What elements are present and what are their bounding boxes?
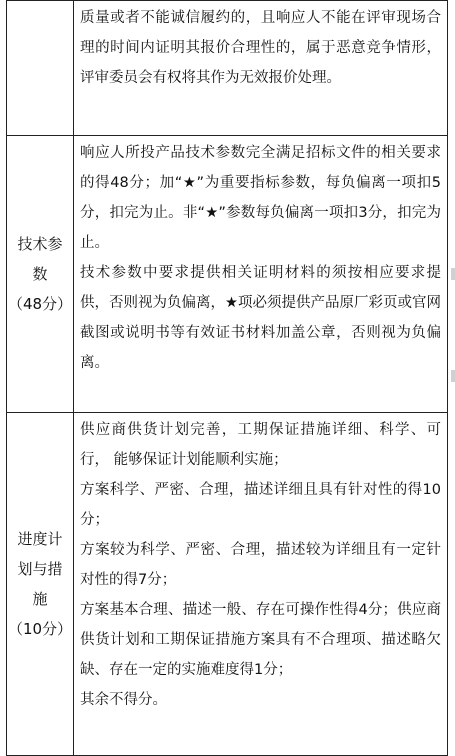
category-label-line: （48分） xyxy=(7,295,73,313)
criteria-paragraph: 响应人所投产品技术参数完全满足招标文件的相关要求的得48分；加“★”为重要指标参数，每负偏离一项扣5分，扣完为止。非“★”参数每负偏离一项扣3分，扣完为止。 xyxy=(80,145,441,251)
category-label-line: 数 xyxy=(32,265,48,283)
criteria-cell xyxy=(74,413,448,756)
criteria-paragraph: 质量或者不能诚信履约的，且响应人不能在评审现场合理的时间内证明其报价合理性的，属于恶意竞争情形，评审委员会有权将其作为无效报价处理。 xyxy=(80,10,441,86)
table-row-price-note xyxy=(7,1,448,136)
criteria-paragraph: 其余不得分。 xyxy=(80,692,167,708)
category-cell-empty xyxy=(7,1,74,136)
category-label-line: 进度计 xyxy=(17,530,63,548)
scoring-table xyxy=(6,0,448,756)
category-cell-tech-params xyxy=(7,136,74,413)
criteria-cell xyxy=(74,1,448,136)
criteria-paragraph: 方案科学、严密、合理，描述详细且具有针对性的得10分； xyxy=(80,482,441,528)
criteria-cell xyxy=(74,136,448,413)
edge-mark xyxy=(451,370,455,382)
category-label-line: 施 xyxy=(32,590,48,608)
category-label-line: （10分） xyxy=(7,620,73,638)
criteria-paragraph: 技术参数中要求提供相关证明材料的须按相应要求提供，否则视为负偏离，★项必须提供产品原厂彩页或官网截图或说明书等有效证书材料加盖公章，否则视为负偏离。 xyxy=(80,265,441,371)
table-row-schedule-plan xyxy=(7,413,448,756)
edge-mark xyxy=(451,268,455,280)
criteria-paragraph: 供应商供货计划完善，工期保证措施详细、科学、可行， 能够保证计划能顺利实施； xyxy=(80,422,441,468)
table-row-tech-params xyxy=(7,136,448,413)
category-cell-schedule-plan xyxy=(7,413,74,756)
criteria-paragraph: 方案较为科学、严密、合理，描述较为详细且有一定针对性的得7分； xyxy=(80,542,441,588)
category-label-line: 技术参 xyxy=(17,235,63,253)
category-label-line: 划与措 xyxy=(17,560,63,578)
criteria-paragraph: 方案基本合理、描述一般、存在可操作性得4分；供应商供货计划和工期保证措施方案具有不合理项、描述略欠缺、存在一定的实施难度得1分； xyxy=(80,602,441,678)
